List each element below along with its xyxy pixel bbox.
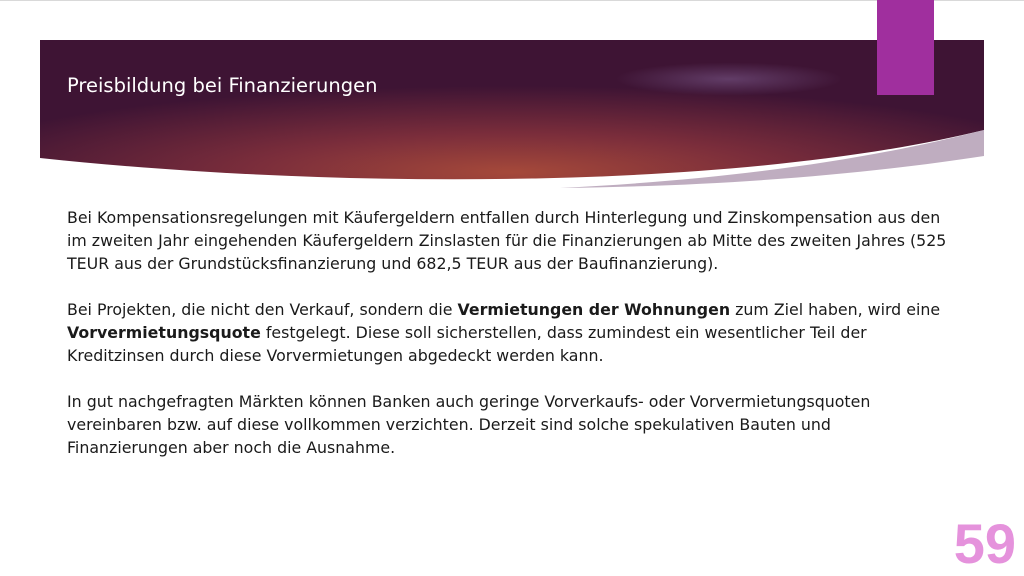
paragraph-2-text-2: zum Ziel haben, wird eine — [730, 300, 941, 319]
paragraph-2-text-1: Bei Projekten, die nicht den Verkauf, sondern die — [67, 300, 458, 319]
emphasis-vorvermietungsquote: Vorvermietungsquote — [67, 323, 261, 342]
slide-title: Preisbildung bei Finanzierungen — [67, 74, 378, 97]
paragraph-1: Bei Kompensationsregelungen mit Käufergeldern entfallen durch Hinterlegung und Zinskompensation aus den im zweiten Jahr eingehenden Käufergeldern Zinslasten für die Finanzierungen ab Mitte des zweiten Jahres (525 TEUR aus der Grundstücksfinanzierung und 682,5 TEUR aus der Baufinanzierung). — [67, 208, 947, 273]
paragraph-2 — [67, 298, 947, 367]
slide-body — [67, 206, 947, 459]
emphasis-vermietungen: Vermietungen der Wohnungen — [457, 300, 731, 319]
slide-number: 59 — [953, 512, 1016, 575]
paragraph-3: In gut nachgefragten Märkten können Banken auch geringe Vorverkaufs- oder Vorvermietungsquoten vereinbaren bzw. auf diese vollkommen verzichten. Derzeit sind solche spekulativen Bauten und Finanzierungen aber noch die Ausnahme. — [67, 392, 871, 457]
paragraph-2-text-3: festgelegt. Diese soll sicherstellen, dass zumindest ein wesentlicher Teil der Kreditzinsen durch diese Vorvermietungen abgedeckt werden kann. — [67, 323, 867, 365]
top-border-line — [0, 0, 1024, 1]
title-header-band — [40, 40, 984, 190]
accent-tab — [877, 0, 934, 95]
